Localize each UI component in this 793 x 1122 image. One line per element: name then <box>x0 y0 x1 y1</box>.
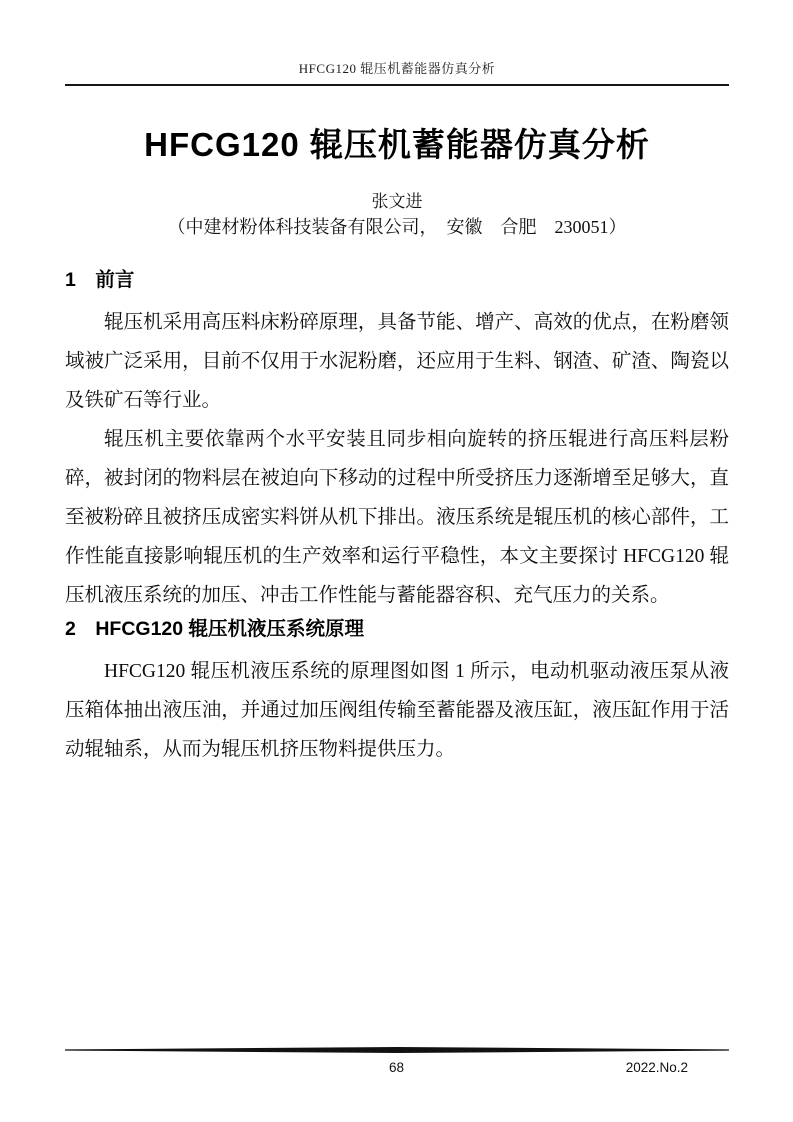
page-title: HFCG120 辊压机蓄能器仿真分析 <box>144 126 650 163</box>
paragraph: HFCG120 辊压机液压系统的原理图如图 1 所示，电动机驱动液压泵从液压箱体抽出液压油，并通过加压阀组传输至蓄能器及液压缸，液压缸作用于活动辊轴系，从而为辊压机挤压物料提供压力。 <box>65 661 729 760</box>
author-affiliation: （中建材粉体科技装备有限公司， 安徽 合肥 230051） <box>167 217 627 237</box>
paragraph: 辊压机采用高压料床粉碎原理，具备节能、增产、高效的优点，在粉磨领域被广泛采用，目前不仅用于水泥粉磨，还应用于生料、钢渣、矿渣、陶瓷以及铁矿石等行业。 <box>65 312 729 411</box>
page-number: 68 <box>388 1060 405 1075</box>
section-2-heading: 2 HFCG120 辊压机液压系统原理 <box>65 618 365 640</box>
page-content <box>65 0 729 769</box>
paragraph: 辊压机主要依靠两个水平安装且同步相向旋转的挤压辊进行高压料层粉碎，被封闭的物料层在被迫向下移动的过程中所受挤压力逐渐增至足够大，直至被粉碎且被挤压成密实料饼从机下排出。液压系统是辊压机的核心部件，工作性能直接影响辊压机的生产效率和运行平稳性，本文主要探讨 HFCG120 辊压机液压系统的加压、冲击工作性能与蓄能器容积、充气压力的关系。 <box>65 429 729 606</box>
section-1-heading: 1 前言 <box>65 269 135 291</box>
section-introduction <box>65 266 729 615</box>
issue-label: 2022.No.2 <box>625 1060 688 1075</box>
running-header-text: HFCG120 辊压机蓄能器仿真分析 <box>298 61 496 76</box>
author-name: 张文进 <box>371 192 423 211</box>
footer-rule <box>65 1047 729 1053</box>
section-hydraulic-principle <box>65 615 729 769</box>
